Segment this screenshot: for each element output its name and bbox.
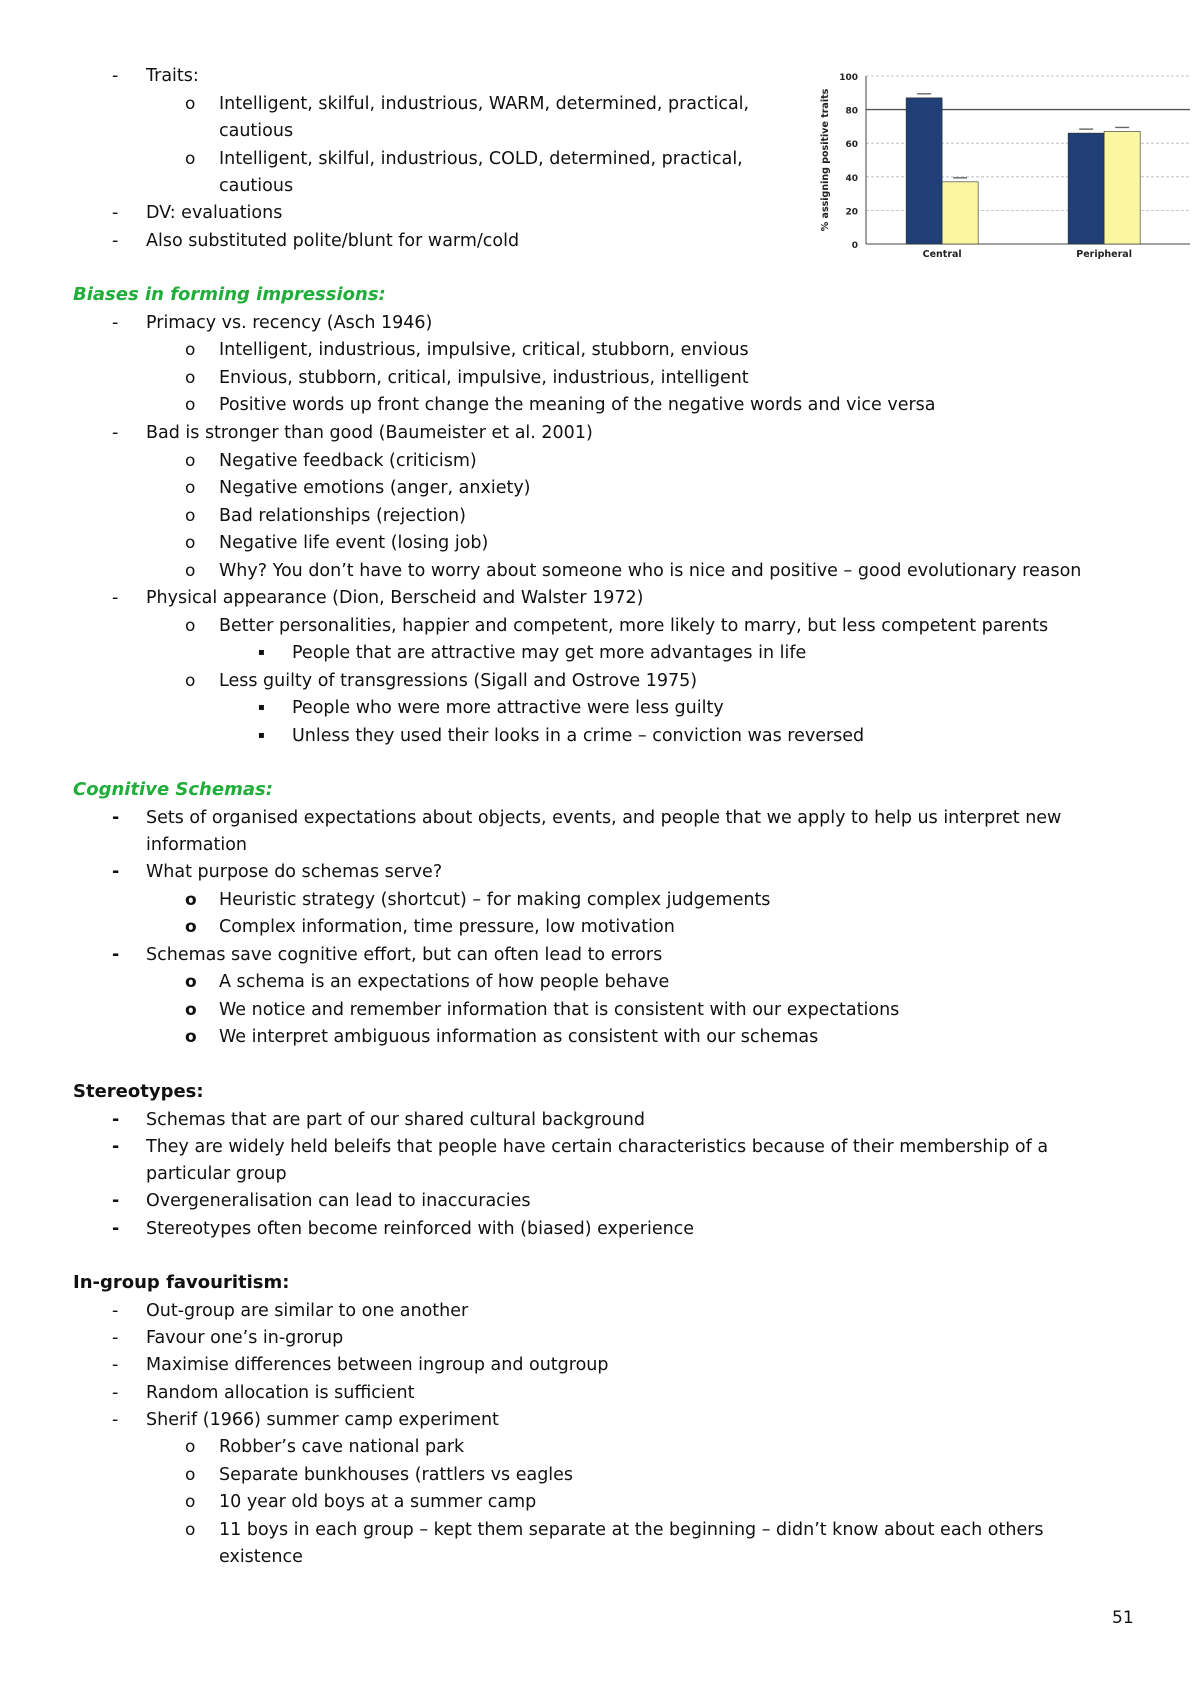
list-item-text: Envious, stubborn, critical, impulsive, industrious, intelligent xyxy=(219,368,749,388)
circle-bullet-icon: o xyxy=(185,340,196,360)
circle-bullet-icon: o xyxy=(185,1465,196,1485)
bar-series-1-central xyxy=(906,98,942,244)
list-item-text: Physical appearance (Dion, Berscheid and Walster 1972) xyxy=(146,588,644,608)
dash-bullet-icon: - xyxy=(112,231,119,251)
list-item-text: Negative life event (losing job) xyxy=(219,533,489,553)
y-tick-label: 20 xyxy=(845,207,858,218)
dash-bullet-icon: - xyxy=(112,808,120,828)
list-item-text: Bad relationships (rejection) xyxy=(219,506,466,526)
section-heading: Cognitive Schemas: xyxy=(73,779,273,800)
list-item-text: Sets of organised expectations about objects, events, and people that we apply to help us interpret new xyxy=(146,808,1062,828)
list-item-text: Why? You don’t have to worry about someone who is nice and positive – good evolutionary reason xyxy=(219,561,1082,581)
list-item-text: Sherif (1966) summer camp experiment xyxy=(146,1410,499,1430)
bar-series-1-peripheral xyxy=(1068,133,1104,244)
dash-bullet-icon: - xyxy=(112,66,119,86)
list-item-text: Intelligent, skilful, industrious, WARM, determined, practical, xyxy=(219,94,750,114)
list-item-text: We notice and remember information that is consistent with our expectations xyxy=(219,1000,900,1020)
list-item-text: cautious xyxy=(219,121,294,141)
list-item-text: Intelligent, industrious, impulsive, critical, stubborn, envious xyxy=(219,340,749,360)
y-tick-label: 100 xyxy=(839,73,858,83)
circle-bullet-icon: o xyxy=(185,478,196,498)
circle-bullet-icon: o xyxy=(185,671,196,691)
list-item-text: existence xyxy=(219,1547,303,1567)
list-item-text: Traits: xyxy=(146,66,199,86)
section-heading: In-group favouritism: xyxy=(73,1272,290,1293)
circle-bullet-icon: o xyxy=(185,368,196,388)
dash-bullet-icon: - xyxy=(112,1137,120,1157)
square-bullet-icon: ▪ xyxy=(258,702,265,713)
dash-bullet-icon: - xyxy=(112,1383,119,1403)
bar-series-2-peripheral xyxy=(1104,131,1140,244)
list-item-text: Negative feedback (criticism) xyxy=(219,451,477,471)
circle-bullet-icon: o xyxy=(185,395,196,415)
circle-bullet-icon: o xyxy=(185,1520,196,1540)
circle-bullet-icon: o xyxy=(185,917,197,937)
list-item-text: Out-group are similar to one another xyxy=(146,1301,469,1321)
dash-bullet-icon: - xyxy=(112,1328,119,1348)
dash-bullet-icon: - xyxy=(112,1191,120,1211)
circle-bullet-icon: o xyxy=(185,1000,197,1020)
list-item-text: 11 boys in each group – kept them separate at the beginning – didn’t know about each others xyxy=(219,1520,1044,1540)
list-item-text: Better personalities, happier and competent, more likely to marry, but less competent parents xyxy=(219,616,1049,636)
y-tick-label: 60 xyxy=(845,140,858,151)
dash-bullet-icon: - xyxy=(112,1355,119,1375)
circle-bullet-icon: o xyxy=(185,561,196,581)
y-tick-label: 40 xyxy=(845,173,858,184)
bar-series-2-central xyxy=(942,182,978,244)
list-item-text: Stereotypes often become reinforced with (biased) experience xyxy=(146,1219,695,1239)
dash-bullet-icon: - xyxy=(112,313,119,333)
list-item-text: Separate bunkhouses (rattlers vs eagles xyxy=(219,1465,574,1485)
list-item-text: Favour one’s in-grorup xyxy=(146,1328,344,1348)
list-item-text: DV: evaluations xyxy=(146,203,283,223)
list-item-text: Primacy vs. recency (Asch 1946) xyxy=(146,313,433,333)
list-item-text: Positive words up front change the meaning of the negative words and vice versa xyxy=(219,395,936,415)
list-item-text: Bad is stronger than good (Baumeister et al. 2001) xyxy=(146,423,593,443)
x-tick-label: Peripheral xyxy=(1076,249,1132,260)
circle-bullet-icon: o xyxy=(185,149,196,169)
dash-bullet-icon: - xyxy=(112,203,119,223)
list-item-text: particular group xyxy=(146,1164,287,1184)
list-item-text: They are widely held beleifs that people have certain characteristics because of their membership of a xyxy=(146,1137,1049,1157)
circle-bullet-icon: o xyxy=(185,616,196,636)
list-item-text: Negative emotions (anger, anxiety) xyxy=(219,478,531,498)
list-item-text: Robber’s cave national park xyxy=(219,1437,465,1457)
list-item-text: Schemas that are part of our shared cultural background xyxy=(146,1110,645,1130)
list-item-text: information xyxy=(146,835,248,855)
dash-bullet-icon: - xyxy=(112,862,120,882)
circle-bullet-icon: o xyxy=(185,1492,196,1512)
dash-bullet-icon: - xyxy=(112,1301,119,1321)
list-item-text: Also substituted polite/blunt for warm/cold xyxy=(146,231,520,251)
circle-bullet-icon: o xyxy=(185,506,196,526)
circle-bullet-icon: o xyxy=(185,890,197,910)
list-item-text: Random allocation is sufficient xyxy=(146,1383,415,1403)
list-item-text: People who were more attractive were less guilty xyxy=(292,698,724,718)
trait-evaluation-chart xyxy=(814,70,1194,262)
list-item-text: Heuristic strategy (shortcut) – for making complex judgements xyxy=(219,890,771,910)
dash-bullet-icon: - xyxy=(112,423,119,443)
x-tick-label: Central xyxy=(922,249,962,260)
circle-bullet-icon: o xyxy=(185,1437,196,1457)
page-number: 51 xyxy=(1112,1608,1134,1628)
circle-bullet-icon: o xyxy=(185,533,196,553)
list-item-text: We interpret ambiguous information as consistent with our schemas xyxy=(219,1027,819,1047)
square-bullet-icon: ▪ xyxy=(258,730,265,741)
list-item-text: 10 year old boys at a summer camp xyxy=(219,1492,537,1512)
dash-bullet-icon: - xyxy=(112,1219,120,1239)
list-item-text: Less guilty of transgressions (Sigall and Ostrove 1975) xyxy=(219,671,698,691)
list-item-text: Intelligent, skilful, industrious, COLD, determined, practical, xyxy=(219,149,743,169)
list-item-text: People that are attractive may get more advantages in life xyxy=(292,643,807,663)
list-item-text: A schema is an expectations of how people behave xyxy=(219,972,670,992)
list-item-text: cautious xyxy=(219,176,294,196)
y-tick-label: 80 xyxy=(845,106,858,117)
list-item-text: What purpose do schemas serve? xyxy=(146,862,443,882)
y-axis-label: % assigning positive traits xyxy=(820,88,831,232)
dash-bullet-icon: - xyxy=(112,588,119,608)
section-heading: Stereotypes: xyxy=(73,1081,204,1102)
list-item-text: Complex information, time pressure, low motivation xyxy=(219,917,675,937)
section-heading: Biases in forming impressions: xyxy=(73,284,386,305)
square-bullet-icon: ▪ xyxy=(258,647,265,658)
dash-bullet-icon: - xyxy=(112,945,120,965)
circle-bullet-icon: o xyxy=(185,451,196,471)
list-item-text: Unless they used their looks in a crime – conviction was reversed xyxy=(292,726,865,746)
list-item-text: Overgeneralisation can lead to inaccuracies xyxy=(146,1191,531,1211)
circle-bullet-icon: o xyxy=(185,94,196,114)
list-item-text: Schemas save cognitive effort, but can often lead to errors xyxy=(146,945,663,965)
y-tick-label: 0 xyxy=(851,241,858,251)
circle-bullet-icon: o xyxy=(185,972,197,992)
list-item-text: Maximise differences between ingroup and outgroup xyxy=(146,1355,609,1375)
dash-bullet-icon: - xyxy=(112,1410,119,1430)
dash-bullet-icon: - xyxy=(112,1110,120,1130)
circle-bullet-icon: o xyxy=(185,1027,197,1047)
